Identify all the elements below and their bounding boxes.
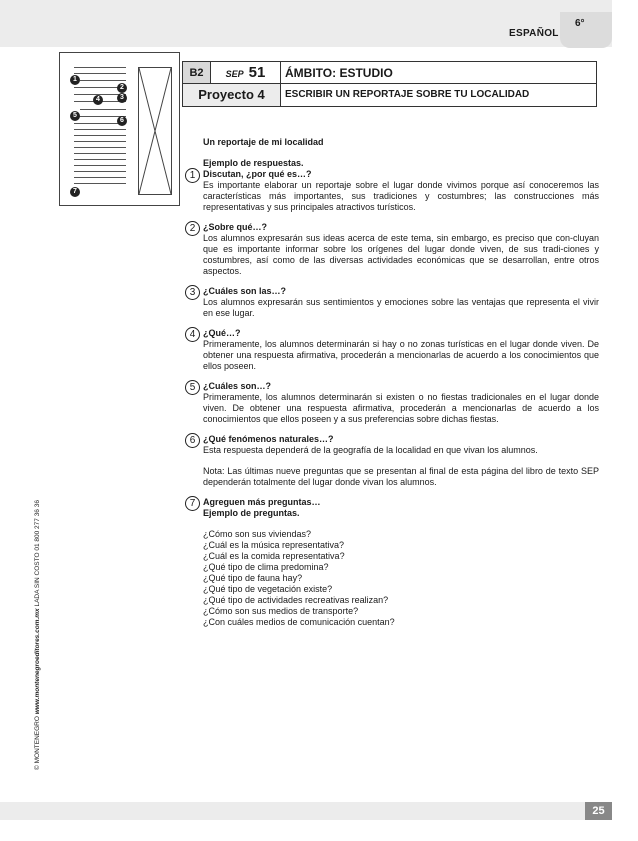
block-label: B2 — [183, 62, 211, 84]
sep-number: 51 — [248, 64, 266, 81]
image-placeholder — [138, 67, 172, 195]
marker-2: 2 — [117, 83, 127, 93]
item-answer: Los alumnos expresarán sus sentimientos y emociones sobre las ventajas que representa el vivir en ese lugar. — [203, 297, 599, 318]
list-item: ¿Qué tipo de vegetación existe? — [203, 584, 333, 594]
example-label: Ejemplo de respuestas. — [203, 158, 304, 168]
list-item: ¿Cómo son sus medios de transporte? — [203, 606, 359, 616]
item-question: Agreguen más preguntas… — [203, 497, 321, 507]
answer-item — [189, 222, 599, 277]
page-thumbnail — [59, 52, 180, 206]
answer-item — [189, 497, 599, 628]
main-content — [189, 137, 599, 637]
project-label: Proyecto 4 — [183, 84, 281, 106]
marker-4: 4 — [93, 95, 103, 105]
top-bar — [0, 0, 612, 47]
item-question: ¿Qué…? — [203, 328, 241, 338]
item-number: 5 — [185, 380, 200, 395]
item-question: ¿Cuáles son…? — [203, 381, 272, 391]
item-number: 6 — [185, 433, 200, 448]
list-item: ¿Qué tipo de fauna hay? — [203, 573, 303, 583]
lesson-header — [182, 61, 597, 107]
item-answer: Es importante elaborar un reportaje sobre el lugar donde vivimos porque así conoceremos las características más importantes, sus tradiciones y costumbres; las construcciones más representativas y sus principales atractivos turísticos. — [203, 180, 599, 212]
item-number: 4 — [185, 327, 200, 342]
item-note: Nota: Las últimas nueve preguntas que se presentan al final de esta página del libro de texto SEP dependerán totalmente del lugar donde vivan los alumnos. — [203, 466, 599, 487]
content-title: Un reportaje de mi localidad — [203, 137, 324, 147]
item-answer: Esta respuesta dependerá de la geografía de la localidad en que vivan los alumnos. — [203, 445, 538, 455]
item-number: 7 — [185, 496, 200, 511]
question-list — [203, 529, 599, 628]
marker-1: 1 — [70, 75, 80, 85]
marker-3: 3 — [117, 93, 127, 103]
sep-page — [211, 62, 281, 84]
answer-item — [189, 381, 599, 425]
publisher-phone: LADA SIN COSTO 01 800 277 36 36 — [34, 500, 41, 607]
publisher-side-text — [34, 500, 41, 770]
publisher-name: © MONTENEGRO — [34, 716, 41, 770]
item-answer: Primeramente, los alumnos determinarán si hay o no zonas turísticas en el lugar donde viven. De obtener una respuesta afirmativa, procederán a mencionarlas de acuerdo a los conocimientos que ellos poseen. — [203, 339, 599, 371]
list-item: ¿Cómo son sus viviendas? — [203, 529, 312, 539]
footer-bar — [0, 802, 585, 820]
marker-5: 5 — [70, 111, 80, 121]
grade-tab — [560, 12, 612, 48]
item-answer: Primeramente, los alumnos determinarán si existen o no fiestas tradicionales en el lugar donde viven. De obtener una respuesta afirmativa, procederán a mencionarlas de acuerdo a los conocimientos que ellos poseen y a sus preferencias sobre dichas fiestas. — [203, 392, 599, 424]
project-description: ESCRIBIR UN REPORTAJE SOBRE TU LOCALIDAD — [285, 89, 530, 100]
answer-item — [189, 328, 599, 372]
item-question: Discutan, ¿por qué es…? — [203, 169, 312, 179]
subject-label: ESPAÑOL — [509, 28, 559, 39]
list-item: ¿Cuál es la comida representativa? — [203, 551, 345, 561]
publisher-url: www.montenegroeditores.com.mx — [34, 608, 41, 715]
item-question: ¿Qué fenómenos naturales…? — [203, 434, 334, 444]
ambito-label: ÁMBITO: ESTUDIO — [281, 62, 596, 84]
answer-item — [189, 286, 599, 319]
answer-item — [189, 169, 599, 213]
item-answer: Los alumnos expresarán sus ideas acerca de este tema, sin embargo, es preciso que con-cluyan que es importante informar sobre los orígenes del lugar donde viven, de sus tradi-ciones y costumbres, así como de las diversas actividades económicas que se desarrollan, entre otros aspectos. — [203, 233, 599, 276]
list-item: ¿Cuál es la música representativa? — [203, 540, 345, 550]
item-number: 1 — [185, 168, 200, 183]
sep-label: SEP — [225, 69, 244, 79]
marker-6: 6 — [117, 116, 127, 126]
list-item: ¿Qué tipo de clima predomina? — [203, 562, 329, 572]
item-question: ¿Cuáles son las…? — [203, 286, 287, 296]
item-number: 3 — [185, 285, 200, 300]
item-number: 2 — [185, 221, 200, 236]
answer-item — [189, 434, 599, 488]
grade-label: 6° — [575, 18, 585, 29]
list-item: ¿Qué tipo de actividades recreativas realizan? — [203, 595, 389, 605]
item-subtitle: Ejemplo de preguntas. — [203, 508, 300, 518]
list-item: ¿Con cuáles medios de comunicación cuentan? — [203, 617, 395, 627]
item-question: ¿Sobre qué…? — [203, 222, 268, 232]
page-number: 25 — [585, 802, 612, 820]
marker-7: 7 — [70, 187, 80, 197]
